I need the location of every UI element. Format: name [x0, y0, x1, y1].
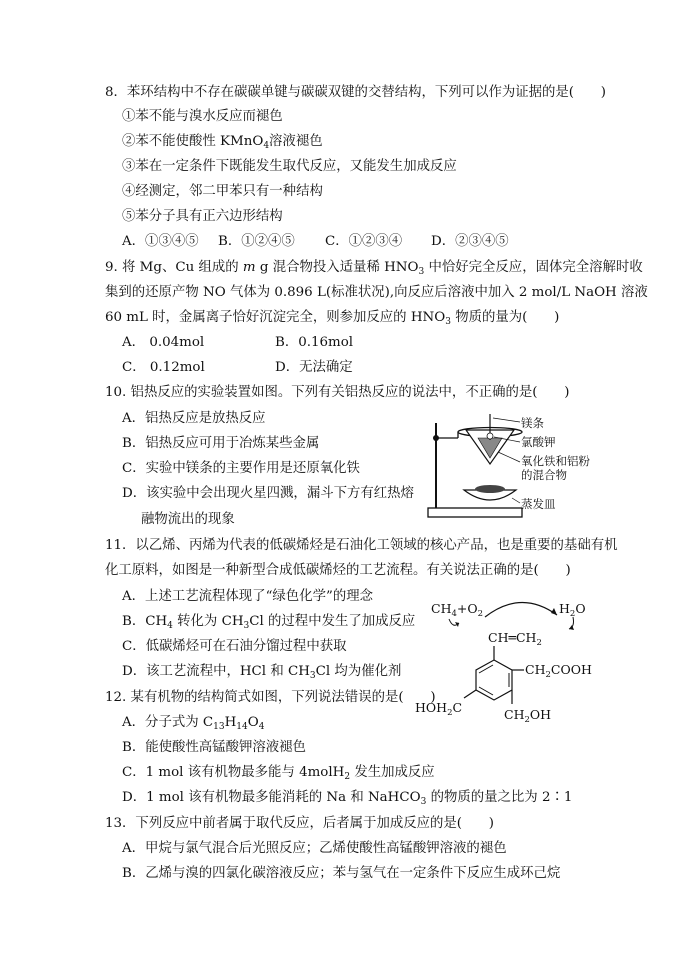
stand-base [428, 508, 522, 517]
q8-option-c: C．①②③④ [325, 234, 403, 249]
q8-statement-2: ②苯不能使酸性 KMnO$_4$溶液褪色 [122, 134, 323, 151]
q8-statement-3: ③苯在一定条件下既能发生取代反应，又能发生加成反应 [122, 159, 457, 174]
label-mixture-1: 氧化铁和铝粉 [521, 454, 590, 468]
carboxymethyl-group: $CH_2COOH$ [525, 662, 592, 680]
hydroxymethyl-bottom-group: $CH_2OH$ [504, 707, 552, 725]
q10-option-b: B．铝热反应可用于冶炼某些金属 [122, 436, 320, 451]
q9-stem-line-1: 9. 将 Mg、Cu 组成的 m g 混合物投入适量稀 $HNO_3$ 中恰好完全反应，固体完全溶解时收 [105, 260, 643, 277]
q10-option-d-line-1: D．该实验中会出现火星四溅，漏斗下方有红热熔 [122, 486, 414, 501]
q8-stem: 8．苯环结构中不存在碳碳单键与碳碳双键的交替结构，下列可以作为证据的是( ) [105, 85, 607, 100]
q11-option-d: D．该工艺流程中，HCl 和 $CH_3Cl$ 均为催化剂 [122, 664, 402, 681]
flow-reactants: $CH_4+O_2$ [431, 601, 484, 619]
potassium-chlorate [487, 433, 493, 439]
q8-option-b: B．①②④⑤ [218, 234, 295, 249]
q8-option-d: D．②③④⑤ [431, 234, 509, 249]
q11-option-b: B．$CH_4$ 转化为 $CH_3Cl$ 的过程中发生了加成反应 [122, 614, 416, 631]
q9-option-d: D．无法确定 [275, 360, 353, 375]
q9-option-c: C． 0.12mol [122, 360, 205, 375]
q13-option-b: B．乙烯与溴的四氯化碳溶液反应；苯与氢气在一定条件下反应生成环己烷 [122, 866, 561, 881]
q9-option-a: A． 0.04mol [122, 335, 205, 350]
q12-option-d: D．1 mol 该有机物最多能消耗的 Na 和 NaHCO$_3$ 的物质的量之比为 2∶1 [122, 790, 573, 807]
q10-option-d-line-2: 融物流出的现象 [141, 512, 235, 527]
q11-stem-line-1: 11．以乙烯、丙烯为代表的低碳烯烃是石油化工领域的核心产品，也是重要的基础有机 [105, 538, 618, 553]
benzene-ring [476, 660, 512, 700]
flow-arc-arrow [485, 602, 557, 617]
q9-option-b: B．0.16mol [275, 335, 354, 350]
q8-statement-4: ④经测定，邻二甲苯只有一种结构 [122, 184, 323, 199]
flow-product-water: $H_2O$ [559, 601, 586, 619]
q12-option-c: C．1 mol 该有机物最多能与 4molH$_2$ 发生加成反应 [122, 765, 435, 782]
label-mixture-2: 的混合物 [521, 468, 567, 482]
q13-stem: 13．下列反应中前者属于取代反应，后者属于加成反应的是( ) [105, 816, 495, 831]
sand-in-dish [475, 485, 505, 493]
q13-option-a: A．甲烷与氯气混合后光照反应；乙烯使酸性高锰酸钾溶液的褪色 [122, 841, 507, 856]
q8-statement-1: ①苯不能与溴水反应而褪色 [122, 109, 283, 124]
organic-structure-figure [412, 626, 612, 730]
q10-option-a: A．铝热反应是放热反应 [122, 411, 266, 426]
q9-stem-line-3: 60 mL 时，金属离子恰好沉淀完全，则参加反应的 $HNO_3$ 物质的量为( ) [105, 310, 560, 327]
label-potassium-chlorate: 氯酸钾 [521, 435, 556, 449]
q10-option-c: C．实验中镁条的主要作用是还原氧化铁 [122, 461, 360, 476]
label-magnesium: 镁条 [521, 416, 544, 430]
q11-stem-line-2: 化工原料，如图是一种新型合成低碳烯烃的工艺流程。有关说法正确的是( ) [105, 563, 571, 578]
q10-stem: 10. 铝热反应的实验装置如图。下列有关铝热反应的说法中，不正确的是( ) [105, 385, 570, 400]
label-evaporating-dish: 蒸发皿 [521, 497, 556, 511]
q8-statement-5: ⑤苯分子具有正六边形结构 [122, 209, 283, 224]
q12-option-b: B．能使酸性高锰酸钾溶液褪色 [122, 740, 306, 755]
hydroxymethyl-left-group: $HOH_2C$ [415, 700, 463, 718]
vinyl-group: $CH═CH_2$ [488, 630, 542, 648]
thermite-apparatus-figure [420, 408, 610, 526]
q8-option-a: A．①③④⑤ [122, 234, 199, 249]
q12-option-a: A．分子式为 $C_{13}H_{14}O_4$ [122, 715, 265, 732]
q11-option-c: C．低碳烯烃可在石油分馏过程中获取 [122, 639, 347, 654]
q11-option-a: A．上述工艺流程体现了“绿色化学”的理念 [122, 589, 374, 604]
q9-stem-line-2: 集到的还原产物 NO 气体为 0.896 L(标准状况),向反应后溶液中加入 2 mol/L NaOH 溶液 [105, 285, 648, 300]
q12-stem: 12. 某有机物的结构简式如图，下列说法错误的是( ) [105, 690, 436, 705]
